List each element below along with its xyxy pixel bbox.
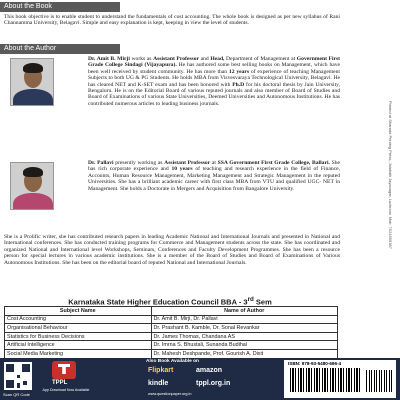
header-subject: Subject Name bbox=[5, 307, 152, 316]
also-available-label: Also Book Available on bbox=[146, 359, 199, 364]
store-flipkart[interactable]: Flipkart bbox=[148, 367, 174, 374]
barcode-bars-icon bbox=[290, 368, 362, 392]
brand-name: TPPL bbox=[52, 380, 68, 386]
author1-name: Dr. Amit B. Mirji bbox=[88, 56, 130, 62]
author1-bio: Dr. Amit B. Mirji works as Assistant Professor and Head, Department of Management at Government First Grade College Sindagi (Vijayapura). He has authored some best selling books on Management, which have been well received by student community. He has more than 12 years of experience of teaching Management Subjects to both UG & PG Students. He holds MBA from Visvesvaraya Technological University, Belagavi. He has cleared NET and K-SET exam and has been honored with Ph.D for his doctoral thesis by Jain University, Bengaluru. He is on the Editorial Board of various reputed journals and also member of Board of Studies and Board of Examinations of various State Universities, Deemed Universities and Autonomous Institutions. He has contributed numerous articles to leading business journals. bbox=[88, 56, 341, 107]
website-url[interactable]: www.questionpaper.org.in bbox=[148, 392, 192, 396]
tppl-logo-icon bbox=[52, 361, 76, 379]
header-author: Name of Author bbox=[151, 307, 337, 316]
table-row: Cost Accounting Dr. Amit B. Mirji, Dr. Pallavi bbox=[5, 315, 338, 324]
table-row: Social Media Marketing Dr. Mahesh Deshpande, Prof. Gourish A. Dixit bbox=[5, 349, 338, 358]
about-book-text: This book objective is to enable student to understand the fundamentals of cost accounting. The whole book is designed as per new syllabus of Rani Channamma University, Belagavi. Simple and easy explanation is kept, keeping in view the level of students. bbox=[4, 14, 340, 27]
store-tppl[interactable]: tppl.org.in bbox=[196, 380, 231, 387]
about-author-header: About the Author bbox=[0, 44, 120, 54]
subjects-table bbox=[4, 306, 338, 359]
table-row: Statistics for Business Decisions Dr. James Thomas, Chandana AS bbox=[5, 332, 338, 341]
isbn-barcode bbox=[284, 360, 396, 398]
qr-label: Scan QR Code bbox=[3, 392, 30, 397]
about-book-header: About the Book bbox=[0, 2, 120, 12]
author2-photo bbox=[10, 162, 54, 210]
isbn-number: ISBN: 978-93-5480-696-4 bbox=[288, 361, 342, 366]
back-cover-footer bbox=[0, 358, 400, 400]
table-header-row bbox=[5, 307, 338, 316]
qr-code-icon[interactable] bbox=[4, 362, 32, 390]
author2-bio-continued: She is a Prolific writer, she has contributed research papers in leading Academic National and International Journals and presented in National and International conferences. She has conducted training programs for Commerce and Management students across the state. She has coordinated and organized National and International level Workshops, Seminars, Conferences and Faculty Development Programmes. She has been a resource person for special lectures in various academic institutions. She is a member of the Board of Studies and Board of Examinations of Various Autonomous Institutions. She has been on the editorial board of reputed National and International Journals. bbox=[4, 234, 340, 266]
table-row: Organisational Behaviour Dr. Prashant B. Kamble, Dr. Sonal Revankar bbox=[5, 324, 338, 333]
author2-bio: Dr. Pallavi presently working as Assistant Professor at SSA Government First Grade College, Ballari. She has rich corporate experience and 10 years of teaching and research experience in the field of Finance, Accounts, Human Resource Management, Marketing Management and Strategic Management in the reputed Universities. She has a brilliant academic career with first class MBA from VTU and qualified UGC- NET in Management. She holds a Doctorate in Mergers and Acquisition from Bangalore University. bbox=[88, 160, 340, 192]
brand-subtitle: App Download Now Available bbox=[42, 388, 90, 392]
barcode-addon-icon bbox=[366, 370, 392, 392]
table-title: Karnataka State Higher Education Council BBA - 3rd Sem bbox=[68, 296, 272, 307]
author2-name: Dr. Pallavi bbox=[88, 160, 114, 166]
store-kindle[interactable]: kindle bbox=[148, 380, 169, 387]
table-row: Artificial Intelligence Dr. Imrna S. Bhustali, Sunanda Budihal bbox=[5, 341, 338, 350]
author1-photo bbox=[10, 58, 54, 106]
store-amazon[interactable]: amazon bbox=[196, 367, 223, 374]
printer-imprint: Printed at Sharada Printing Press, Jalahalli Jayanagar, Lucknow. Mob: 7021655387 bbox=[388, 101, 393, 249]
